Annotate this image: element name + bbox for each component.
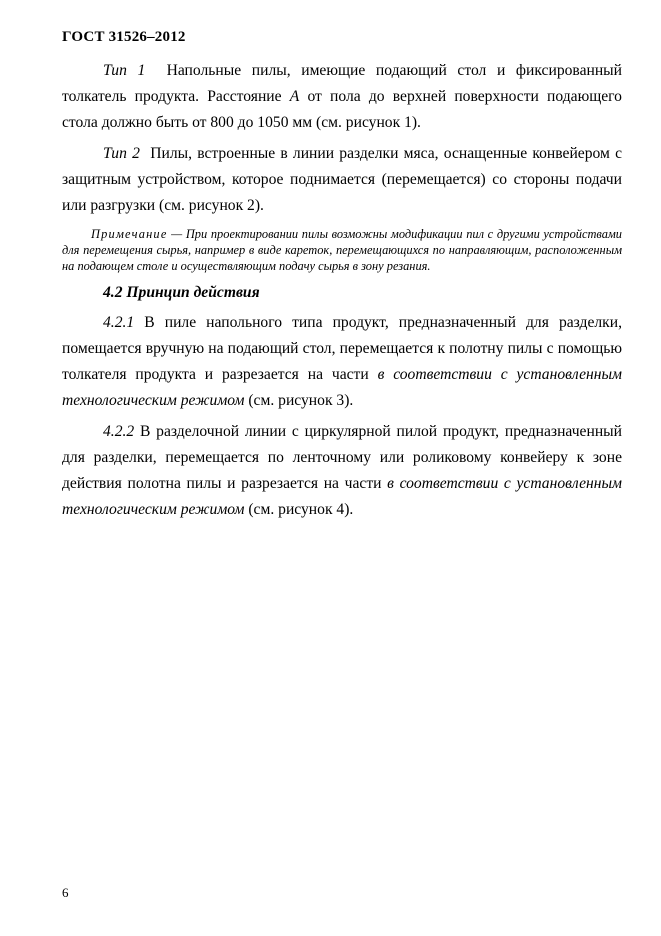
paragraph-4-2-1 <box>62 310 622 414</box>
type-2-separator <box>140 145 150 162</box>
type-1-label: Тип 1 <box>103 62 146 79</box>
clause-4-2-2-text-b: (см. рисунок 4). <box>244 501 354 518</box>
note-text: — При проектировании пилы возможны модификации пил с другими устройствами для перемещения сырья, например в виде кареток, перемещающихся по направляющим, расположенным на подающем столе и осуществляющим подачу сырья в зону резания. <box>62 227 622 273</box>
type-2-label: Тип 2 <box>103 145 140 162</box>
paragraph-type-2 <box>62 141 622 219</box>
page-body <box>62 58 622 523</box>
clause-4-2-1-italic: в соответствии с установленным технологическим режимом <box>62 366 622 409</box>
paragraph-type-1 <box>62 58 622 136</box>
clause-4-2-2-text-a: В разделочной линии с циркулярной пилой продукт, предназначенный для разделки, перемещается по ленточному или роликовому конвейеру к зоне действия полотна пилы и разрезается на части <box>62 423 622 492</box>
clause-4-2-1-text-a: В пиле напольного типа продукт, предназначенный для разделки, помещается вручную на подающий стол, перемещается к полотну пилы с помощью толкателя продукта и разрезается на части <box>62 314 622 383</box>
type-1-text-b: от пола до верхней поверхности подающего стола должно быть от 800 до 1050 мм (см. рисунок 1). <box>62 88 622 131</box>
type-1-text-a: Напольные пилы, имеющие подающий стол и фиксированный толкатель продукта. Расстояние <box>62 62 623 105</box>
note <box>62 226 622 274</box>
document-header: ГОСТ 31526–2012 <box>62 29 186 45</box>
page-number: 6 <box>62 885 69 900</box>
type-1-variable: А <box>289 88 300 105</box>
paragraph-4-2-2 <box>62 419 622 523</box>
type-2-text: Пилы, встроенные в линии разделки мяса, оснащенные конвейером с защитным устройством, которое поднимается (перемещается) со стороны подачи или разгрузки (см. рисунок 2). <box>62 145 622 214</box>
clause-4-2-1-text-b: (см. рисунок 3). <box>244 392 354 409</box>
section-heading: 4.2 Принцип действия <box>103 284 260 301</box>
clause-4-2-2-italic: в соответствии с установленным технологическим режимом <box>62 475 622 518</box>
note-label: Примечание <box>91 227 168 241</box>
clause-number-4-2-2: 4.2.2 <box>103 423 135 440</box>
clause-number-4-2-1: 4.2.1 <box>103 314 135 331</box>
type-1-separator <box>145 62 166 79</box>
